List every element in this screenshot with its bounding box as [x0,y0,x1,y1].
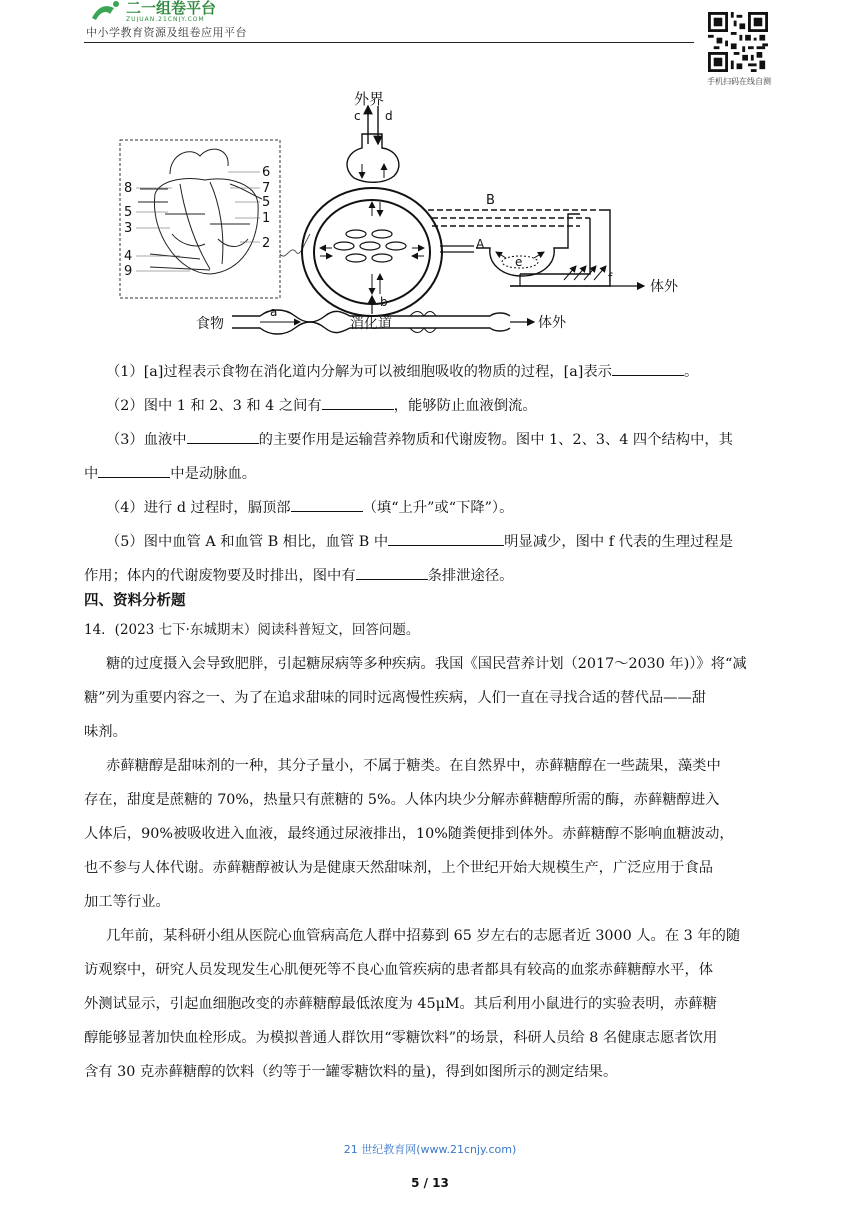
logo-text: 二一组卷平台 [126,0,217,17]
label-e: e [515,255,523,269]
question-1: （1）[a]过程表示食物在消化道内分解为可以被细胞吸收的物质的过程，[a]表示 。 [106,360,698,382]
tissue-cells [334,230,406,262]
passage-p3-line: 含有 30 克赤藓糖醇的饮料（约等于一罐零糖饮料的量)，得到如图所示的测定结果。 [84,1064,618,1080]
question-4: （4）进行 d 过程时，膈顶部 （填“上升”或“下降”）。 [106,496,513,518]
label-food: 食物 [196,316,224,332]
question-3-line-1: （3）血液中 的主要作用是运输营养物质和代谢废物。图中 1、2、3、4 四个结构中，其 [106,428,733,450]
label-body-out-feces: 体外 [538,315,566,331]
passage-p1-line: 糖”列为重要内容之一、为了在追求甜味的同时远离慢性疾病，人们一直在寻找合适的替代品——甜 [84,690,707,706]
qr-caption: 手机扫码在线自测 [707,77,771,86]
answer-blank-2[interactable] [322,394,394,410]
question-5-line-1: （5）图中血管 A 和血管 B 相比，血管 B 中 明显减少，图中 f 代表的生理过程是 [106,530,733,552]
label-f: f [608,271,613,285]
passage-p3-line: 几年前，某科研小组从医院心血管病高危人群中招募到 65 岁左右的志愿者近 3000 人。在 3 年的随 [106,928,741,944]
svg-text:8: 8 [124,181,133,196]
lungs [347,134,399,182]
svg-text:5: 5 [124,205,133,220]
svg-text:6: 6 [262,165,271,180]
passage-p3-line: 醇能够显著加快血栓形成。为模拟普通人群饮用“零糖饮料”的场景，科研人员给 8 名健康志愿者饮用 [84,1030,718,1046]
page-number: 5 / 13 [411,1176,449,1190]
label-body-out-urine: 体外 [650,279,678,295]
qr-code-icon[interactable] [708,12,768,72]
reabsorption-arrows [564,266,606,280]
label-vessel-A: A [476,237,485,251]
question-2: （2）图中 1 和 2、3 和 4 之间有 ，能够防止血液倒流。 [106,394,537,416]
heart-number-labels [124,165,270,279]
passage-p2-line: 存在，甜度是蔗糖的 70%，热量只有蔗糖的 5%。人体内块少分解赤藓糖醇所需的酶，赤藓糖醇进入 [84,792,720,808]
runner-logo-icon [92,1,119,20]
heart-illustration [138,149,262,274]
svg-text:7: 7 [262,181,271,196]
passage-p1-line: 糖的过度摄入会导致肥胖，引起糖尿病等多种疾病。我国《国民营养计划（2017～2030 年)）》将“减 [106,656,747,672]
header-subtitle: 中小学教育资源及组卷应用平台 [86,26,247,39]
passage-p2-line: 赤藓糖醇是甜味剂的一种，其分子量小，不属于糖类。在自然界中，赤藓糖醇在一些蔬果，藻类中 [106,758,721,774]
answer-blank-1[interactable] [612,360,684,376]
label-digestive-tract: 消化道 [350,316,392,332]
svg-text:2: 2 [262,236,271,251]
vessel-B [428,210,610,286]
answer-blank-5[interactable] [291,496,363,512]
heart-leader-lines [136,172,260,271]
logo-url-text: ZUJUAN.21CNJY.COM [126,16,205,22]
label-a: a [270,305,278,319]
nephron [476,214,580,276]
circulation-diagram [110,84,710,340]
passage-p3-line: 访观察中，研究人员发现发生心肌便死等不良心血管疾病的患者都具有较高的血浆赤藓糖醇水平，体 [84,962,714,978]
answer-blank-4[interactable] [98,462,170,478]
svg-text:4: 4 [124,249,133,264]
header-rule [84,42,694,43]
svg-text:3: 3 [124,221,133,236]
question-3-line-2: 中 中是动脉血。 [84,462,256,484]
svg-text:d: d [385,109,393,123]
heart-inset-frame [120,140,280,298]
passage-p1-line: 味剂。 [84,724,127,740]
site-logo [88,0,278,22]
answer-blank-7[interactable] [356,564,428,580]
question-5-line-2: 作用；体内的代谢废物要及时排出，图中有 条排泄途径。 [84,564,513,586]
passage-p2-line: 人体后，90%被吸收进入血液，最终通过尿液排出，10%随粪便排到体外。赤藓糖醇不影响血糖波动， [84,826,734,842]
svg-text:9: 9 [124,264,133,279]
answer-blank-6[interactable] [388,530,504,546]
passage-p3-line: 外测试显示，引起血细胞改变的赤藓糖醇最低浓度为 45μM。其后利用小鼠进行的实验表明，赤藓糖 [84,996,717,1012]
footer-site-link[interactable]: 21 世纪教育网(www.21cnjy.com) [343,1143,517,1156]
label-vessel-B: B [486,193,495,208]
passage-p2-line: 加工等行业。 [84,894,170,910]
svg-text:c: c [354,109,361,123]
svg-text:1: 1 [262,211,271,226]
svg-text:5: 5 [262,195,271,210]
label-outside-world: 外界 [354,90,385,108]
passage-p2-line: 也不参与人体代谢。赤藓糖醇被认为是健康天然甜味剂，上个世纪开始大规模生产，广泛应用于食品 [84,860,714,876]
heart-pointer [280,234,310,256]
section-title: 四、资料分析题 [84,593,186,609]
q14-header: 14．(2023 七下·东城期末）阅读科普短文，回答问题。 [84,622,420,638]
answer-blank-3[interactable] [187,428,259,444]
label-b: b [380,295,388,309]
